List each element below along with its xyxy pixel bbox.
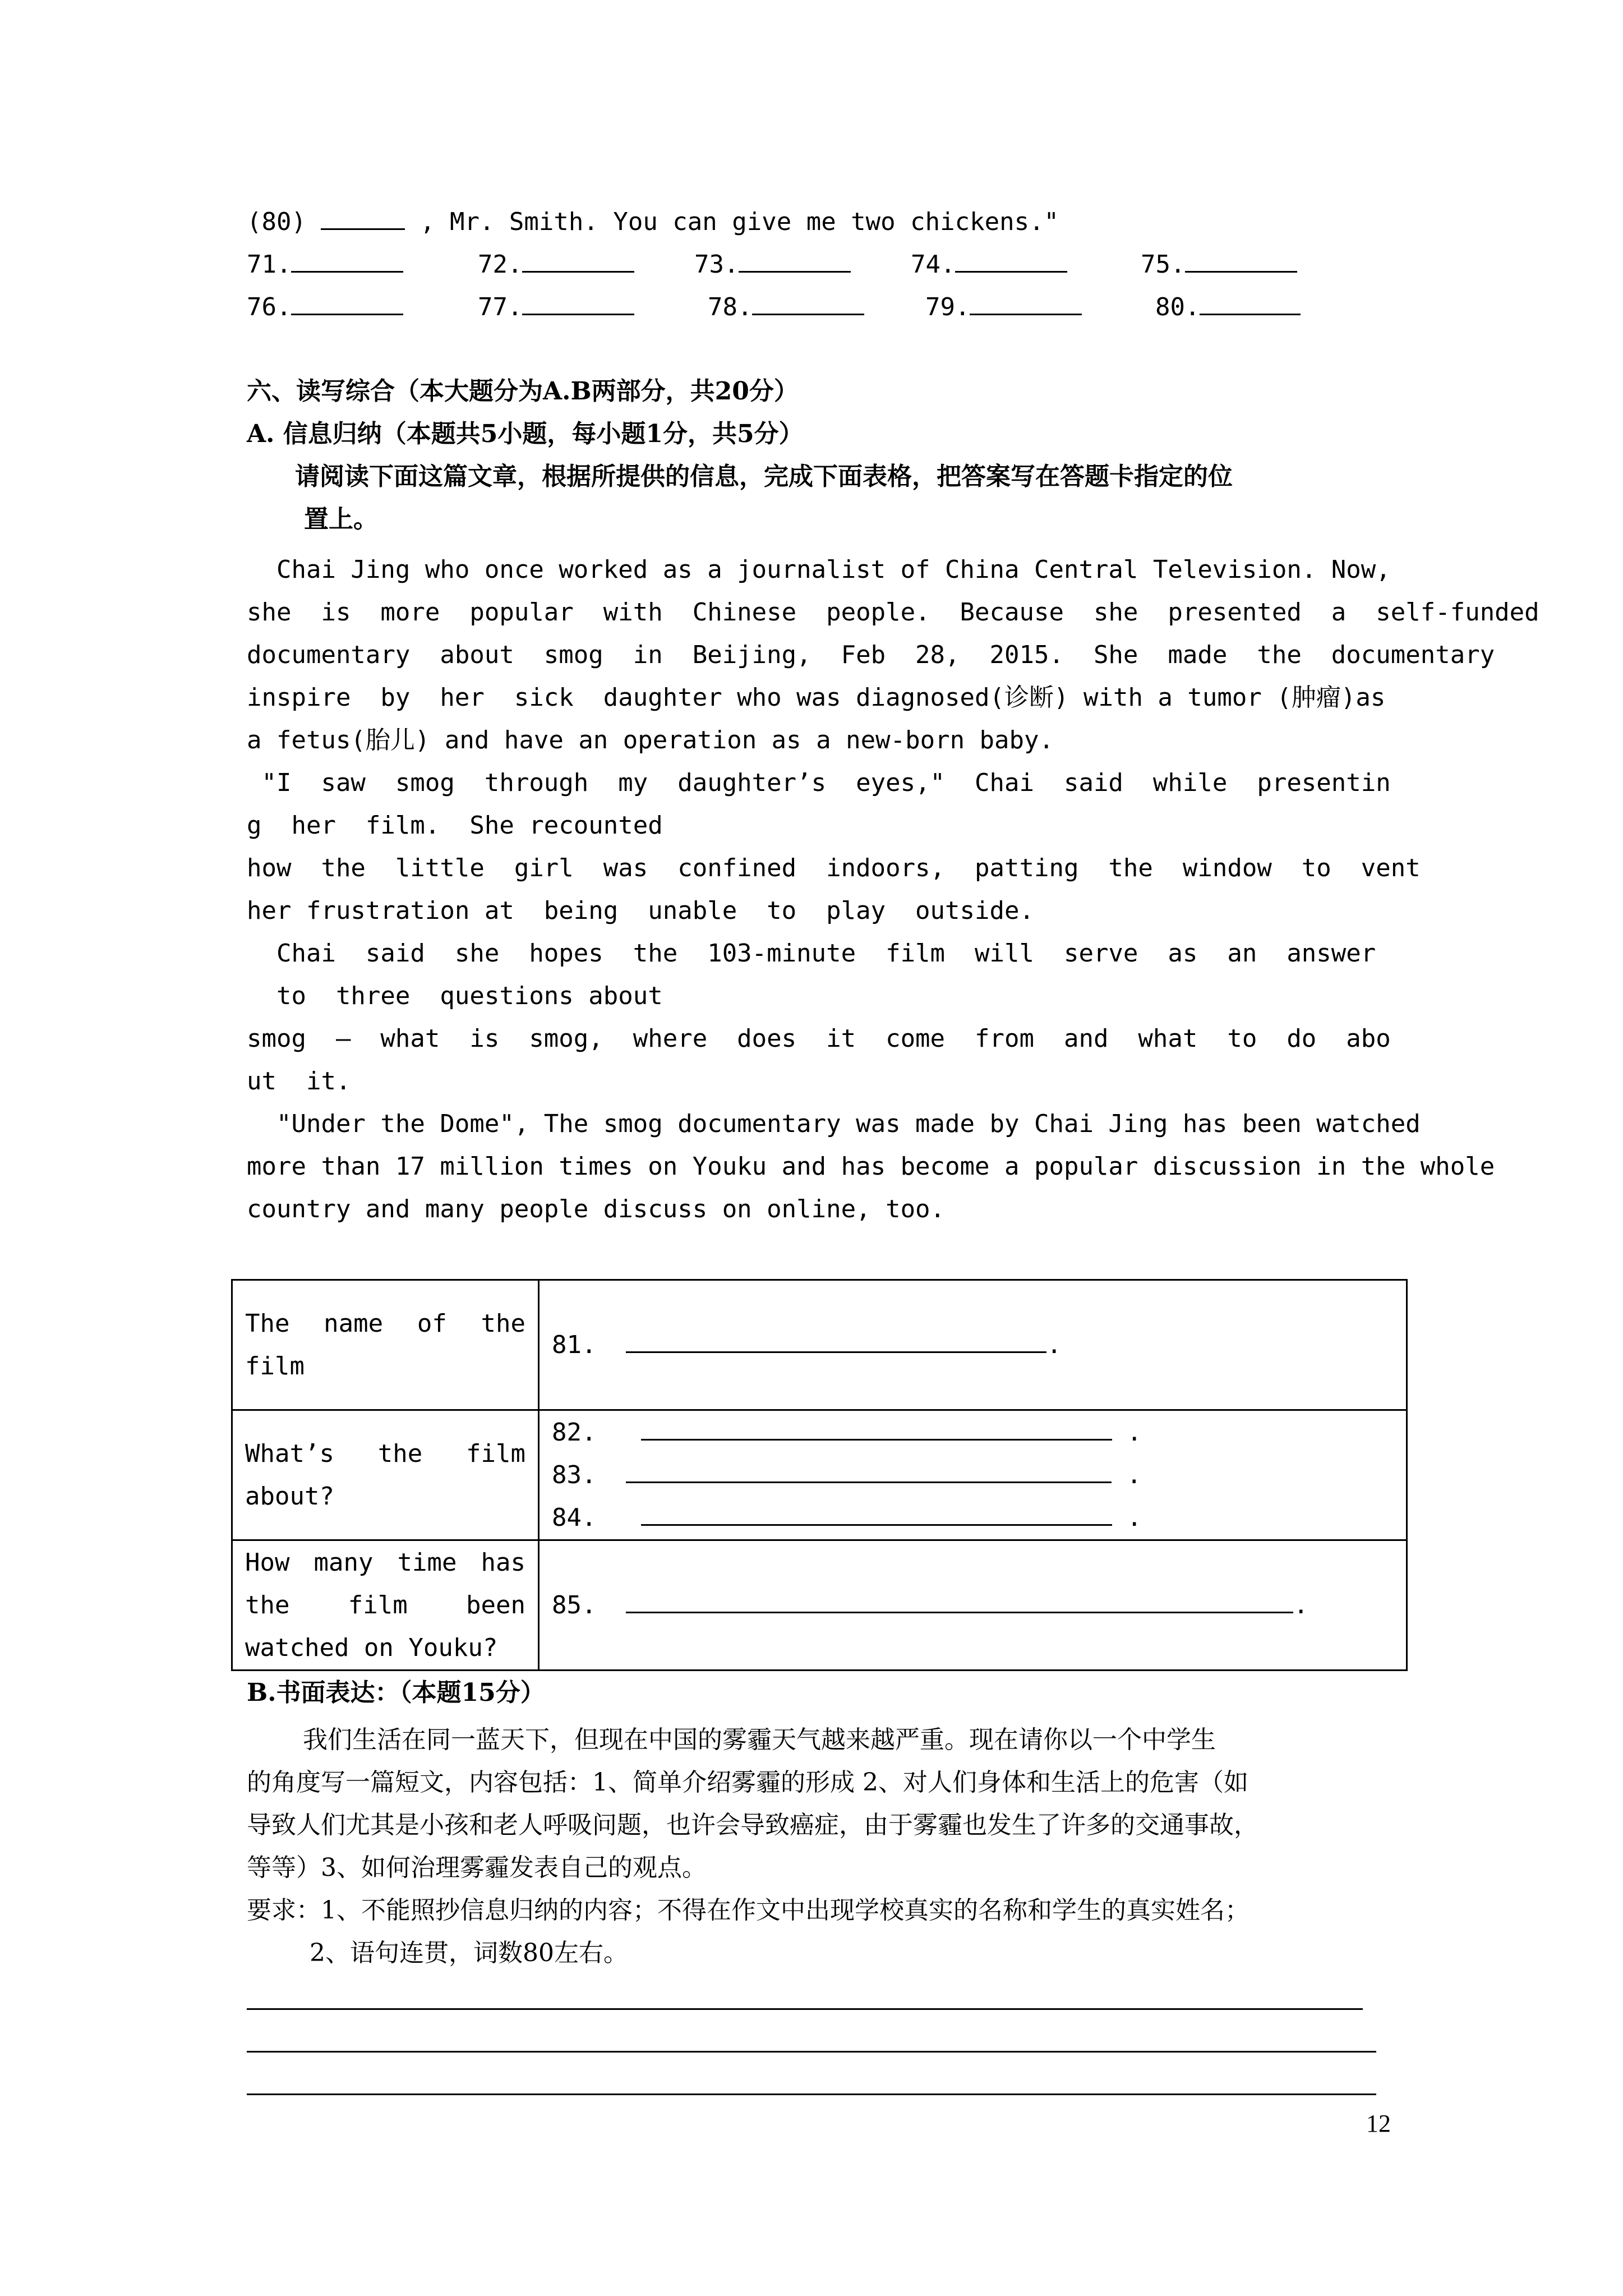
part-b-prompt-3: 导致人们尤其是小孩和老人呼吸问题，也许会导致癌症，由于雾霾也发生了许多的交通事故， <box>247 1811 1258 1839</box>
table-answer-cell <box>539 1540 1407 1671</box>
writing-line[interactable] <box>247 2051 1376 2053</box>
passage-line: a fetus(胎儿) and have an operation as a new-born baby. <box>247 726 1054 754</box>
answer-slot-80[interactable]: 80. <box>1155 286 1301 329</box>
table-question-cell: What’s the film about? <box>232 1410 539 1540</box>
answer-slot-74[interactable]: 74. <box>911 243 1067 286</box>
part-a-instruction-2: 置上。 <box>304 505 378 533</box>
table-row <box>232 1540 1407 1671</box>
passage-line: inspire by her sick daughter who was diagnosed(诊断) with a tumor (肿瘤)as <box>247 683 1386 712</box>
answer-line-83[interactable]: 83. . <box>552 1454 1394 1497</box>
part-b-prompt-1: 我们生活在同一蓝天下，但现在中国的雾霾天气越来越严重。现在请你以一个中学生 <box>303 1726 1216 1754</box>
passage-line: "Under the Dome", The smog documentary was made by Chai Jing has been watched <box>247 1110 1421 1138</box>
q80-suffix: , Mr. Smith. You can give me two chickens." <box>419 208 1059 236</box>
table-answer-cell <box>539 1410 1407 1540</box>
passage-line: to three questions about <box>247 982 663 1010</box>
answer-row-1 <box>247 243 1368 286</box>
passage-line: "I saw smog through my daughter’s eyes," Chai said while presentin <box>247 769 1391 797</box>
part-a-instruction-1: 请阅读下面这篇文章，根据所提供的信息，完成下面表格，把答案写在答题卡指定的位 <box>295 462 1233 491</box>
part-b-requirement-2: 2、语句连贯，词数80左右。 <box>310 1939 628 1967</box>
table-question-cell: The name of the film <box>232 1280 539 1410</box>
answer-slot-72[interactable]: 72. <box>478 243 634 286</box>
table-row <box>232 1280 1407 1410</box>
part-a-title: A. 信息归纳（本题共5小题，每小题1分，共5分） <box>247 420 804 448</box>
passage-line: her frustration at being unable to play outside. <box>247 896 1034 925</box>
page-number: 12 <box>1366 2110 1391 2137</box>
part-b-prompt-2: 的角度写一篇短文，内容包括：1、简单介绍雾霾的形成 2、对人们身体和生活上的危害（如 <box>247 1768 1248 1797</box>
passage-line: Chai said she hopes the 103-minute film will serve as an answer <box>247 939 1376 968</box>
answer-line-84[interactable]: 84. . <box>552 1497 1394 1539</box>
answer-slot-76[interactable]: 76. <box>247 286 403 329</box>
table-row <box>232 1410 1407 1540</box>
answer-slot-71[interactable]: 71. <box>247 243 403 286</box>
part-b-prompt-4: 等等）3、如何治理雾霾发表自己的观点。 <box>247 1853 707 1882</box>
info-table <box>231 1279 1408 1671</box>
answer-slot-75[interactable]: 75. <box>1141 243 1297 286</box>
passage-line: documentary about smog in Beijing, Feb 28, 2015. She made the documentary <box>247 641 1495 669</box>
table-answer-cell <box>539 1280 1407 1410</box>
answer-slot-79[interactable]: 79. <box>925 286 1082 329</box>
answer-slot-77[interactable]: 77. <box>478 286 634 329</box>
answer-line-85[interactable]: 85. . <box>552 1584 1394 1627</box>
answer-slot-78[interactable]: 78. <box>708 286 864 329</box>
answer-line-82[interactable]: 82. . <box>552 1411 1394 1454</box>
answer-row-2 <box>247 286 1368 329</box>
writing-line[interactable] <box>247 2008 1363 2010</box>
passage-line: more than 17 million times on Youku and has become a popular discussion in the whole <box>247 1152 1495 1181</box>
q80-prefix: (80) <box>247 208 306 236</box>
writing-line[interactable] <box>247 2093 1376 2095</box>
passage-line: Chai Jing who once worked as a journalist of China Central Television. Now, <box>247 555 1391 584</box>
passage-line: g her film. She recounted <box>247 811 663 840</box>
answer-line-81[interactable]: 81. . <box>552 1324 1394 1366</box>
passage-line: she is more popular with Chinese people. Because she presented a self-funded <box>247 598 1539 627</box>
passage-line: country and many people discuss on online, too. <box>247 1195 946 1223</box>
q80-line <box>247 201 1059 243</box>
section-6-title: 六、读写综合（本大题分为A.B两部分，共20分） <box>247 377 799 406</box>
part-b-requirement-1: 要求：1、不能照抄信息归纳的内容；不得在作文中出现学校真实的名称和学生的真实姓名； <box>247 1896 1249 1925</box>
answer-slot-73[interactable]: 73. <box>694 243 851 286</box>
passage-line: how the little girl was confined indoors, patting the window to vent <box>247 854 1421 882</box>
part-b-title: B.书面表达：（本题15分） <box>247 1678 545 1707</box>
q80-blank[interactable] <box>321 206 405 230</box>
passage-line: ut it. <box>247 1067 351 1096</box>
table-question-cell: How many time has the film been watched on Youku? <box>232 1540 539 1671</box>
passage-line: smog – what is smog, where does it come from and what to do abo <box>247 1024 1391 1053</box>
